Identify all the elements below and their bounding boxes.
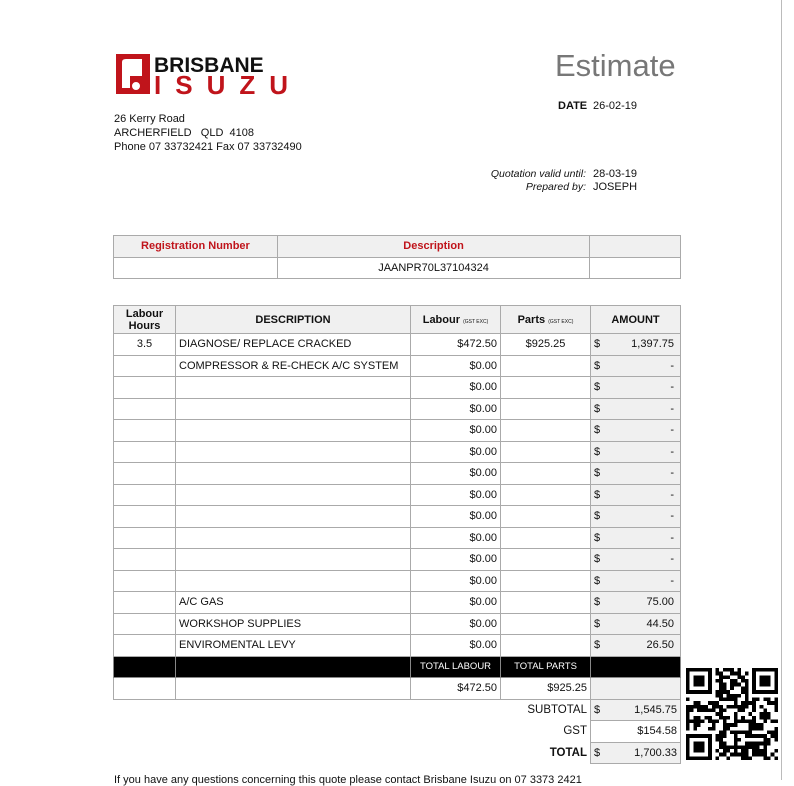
parts-cell (501, 398, 591, 420)
currency-cell: $ (591, 398, 611, 420)
labour-cell: $0.00 (411, 613, 501, 635)
labour-cell: $0.00 (411, 463, 501, 485)
labour-cell: $0.00 (411, 441, 501, 463)
parts-cell (501, 377, 591, 399)
total-row (114, 742, 681, 764)
registration-table (113, 235, 681, 279)
date-label: DATE (558, 100, 588, 112)
currency-cell: $ (591, 635, 611, 657)
table-row (114, 334, 681, 356)
currency-cell: $ (591, 355, 611, 377)
labour-hours-cell (114, 549, 176, 571)
total-parts-value: $925.25 (501, 678, 591, 700)
description-cell: ENVIROMENTAL LEVY (176, 635, 411, 657)
currency-cell: $ (591, 570, 611, 592)
address-line-1: 26 Kerry Road (114, 113, 185, 125)
currency-cell: $ (591, 484, 611, 506)
amount-cell: - (611, 549, 681, 571)
description-cell (176, 527, 411, 549)
labour-hours-cell: 3.5 (114, 334, 176, 356)
description-cell (176, 484, 411, 506)
subtotal-value: 1,545.75 (611, 699, 681, 721)
currency-cell: $ (591, 613, 611, 635)
totals-row (114, 678, 681, 700)
amount-cell: - (611, 463, 681, 485)
amount-cell: 44.50 (611, 613, 681, 635)
table-row (114, 549, 681, 571)
table-row (114, 592, 681, 614)
amount-cell: - (611, 377, 681, 399)
blank-header (590, 236, 681, 258)
parts-cell (501, 420, 591, 442)
parts-cell (501, 506, 591, 528)
parts-cell (501, 484, 591, 506)
labour-cell: $0.00 (411, 592, 501, 614)
svg-text:BRISBANE: BRISBANE (154, 54, 264, 77)
total-parts-label: TOTAL PARTS (501, 656, 591, 678)
amount-cell: - (611, 441, 681, 463)
labour-cell: $0.00 (411, 484, 501, 506)
amount-cell: 75.00 (611, 592, 681, 614)
labour-hours-cell (114, 527, 176, 549)
currency-cell: $ (591, 420, 611, 442)
brisbane-isuzu-logo (116, 52, 290, 96)
parts-cell (501, 463, 591, 485)
description-cell (176, 463, 411, 485)
parts-cell (501, 592, 591, 614)
total-value: 1,700.33 (611, 742, 681, 764)
description-col-header: DESCRIPTION (176, 306, 411, 334)
labour-hours-cell (114, 463, 176, 485)
valid-until-value: 28-03-19 (593, 168, 638, 180)
description-header: Description (277, 236, 589, 258)
table-row (114, 377, 681, 399)
table-row (114, 355, 681, 377)
labour-cell: $472.50 (411, 334, 501, 356)
address-line-2: ARCHERFIELD QLD 4108 (114, 127, 254, 139)
parts-header: Parts (GST EXC) (501, 306, 591, 334)
amount-cell: - (611, 398, 681, 420)
subtotal-currency: $ (591, 699, 611, 721)
amount-cell: - (611, 420, 681, 442)
labour-cell: $0.00 (411, 506, 501, 528)
description-cell: DIAGNOSE/ REPLACE CRACKED (176, 334, 411, 356)
currency-cell: $ (591, 463, 611, 485)
parts-cell (501, 441, 591, 463)
table-row (114, 484, 681, 506)
labour-hours-cell (114, 635, 176, 657)
registration-number-header: Registration Number (114, 236, 278, 258)
gst-value: $154.58 (591, 721, 681, 743)
description-cell: A/C GAS (176, 592, 411, 614)
labour-hours-cell (114, 592, 176, 614)
description-cell (176, 570, 411, 592)
parts-cell (501, 549, 591, 571)
labour-hours-cell (114, 613, 176, 635)
table-row (114, 506, 681, 528)
table-row (114, 570, 681, 592)
table-row (114, 613, 681, 635)
footer-note: If you have any questions concerning this quote please contact Brisbane Isuzu on 07 3373 2421 (114, 774, 582, 786)
currency-cell: $ (591, 527, 611, 549)
amount-cell: - (611, 506, 681, 528)
labour-cell: $0.00 (411, 527, 501, 549)
description-cell: WORKSHOP SUPPLIES (176, 613, 411, 635)
labour-cell: $0.00 (411, 377, 501, 399)
svg-text:ISUZU: ISUZU (154, 70, 288, 96)
parts-cell (501, 570, 591, 592)
currency-cell: $ (591, 549, 611, 571)
totals-header-row (114, 656, 681, 678)
labour-cell: $0.00 (411, 635, 501, 657)
amount-cell: - (611, 527, 681, 549)
labour-hours-cell (114, 420, 176, 442)
items-table (113, 305, 681, 764)
gst-label: GST (563, 725, 587, 738)
labour-hours-cell (114, 441, 176, 463)
amount-cell: - (611, 355, 681, 377)
labour-hours-cell (114, 484, 176, 506)
parts-cell (501, 355, 591, 377)
labour-hours-cell (114, 355, 176, 377)
table-row (114, 420, 681, 442)
labour-cell: $0.00 (411, 420, 501, 442)
currency-cell: $ (591, 377, 611, 399)
document-title: Estimate (555, 48, 676, 83)
amount-cell: 26.50 (611, 635, 681, 657)
vin-description: JAANPR70L37104324 (277, 257, 589, 279)
description-cell (176, 506, 411, 528)
labour-header: Labour (GST EXC) (411, 306, 501, 334)
currency-cell: $ (591, 506, 611, 528)
description-cell (176, 441, 411, 463)
currency-cell: $ (591, 592, 611, 614)
total-currency: $ (591, 742, 611, 764)
prepared-by-label: Prepared by: (525, 181, 586, 193)
parts-cell (501, 635, 591, 657)
amount-cell: - (611, 484, 681, 506)
labour-hours-cell (114, 570, 176, 592)
labour-hours-cell (114, 377, 176, 399)
total-label: TOTAL (549, 746, 587, 759)
gst-row (114, 721, 681, 743)
description-cell (176, 398, 411, 420)
labour-cell: $0.00 (411, 549, 501, 571)
phone-fax: Phone 07 33732421 Fax 07 33732490 (114, 141, 302, 153)
currency-cell: $ (591, 334, 611, 356)
table-row (114, 441, 681, 463)
registration-number-value (114, 257, 278, 279)
amount-cell: 1,397.75 (611, 334, 681, 356)
date-value: 26-02-19 (593, 100, 638, 112)
valid-until-label: Quotation valid until: (490, 168, 586, 180)
labour-cell: $0.00 (411, 570, 501, 592)
labour-hours-cell (114, 398, 176, 420)
page-edge (781, 0, 782, 780)
labour-hours-cell (114, 506, 176, 528)
parts-cell: $925.25 (501, 334, 591, 356)
description-cell: COMPRESSOR & RE-CHECK A/C SYSTEM (176, 355, 411, 377)
table-row (114, 527, 681, 549)
table-row (114, 635, 681, 657)
amount-header: AMOUNT (591, 306, 681, 334)
total-labour-value: $472.50 (411, 678, 501, 700)
description-cell (176, 377, 411, 399)
total-labour-label: TOTAL LABOUR (411, 656, 501, 678)
currency-cell: $ (591, 441, 611, 463)
subtotal-row (114, 699, 681, 721)
labour-hours-header: Labour Hours (114, 306, 176, 334)
prepared-by-value: JOSEPH (593, 181, 638, 193)
description-cell (176, 549, 411, 571)
qr-code (686, 668, 778, 760)
labour-cell: $0.00 (411, 398, 501, 420)
blank-cell (590, 257, 681, 279)
table-row (114, 463, 681, 485)
amount-cell: - (611, 570, 681, 592)
description-cell (176, 420, 411, 442)
table-row (114, 398, 681, 420)
labour-cell: $0.00 (411, 355, 501, 377)
parts-cell (501, 613, 591, 635)
subtotal-label: SUBTOTAL (527, 704, 587, 716)
parts-cell (501, 527, 591, 549)
